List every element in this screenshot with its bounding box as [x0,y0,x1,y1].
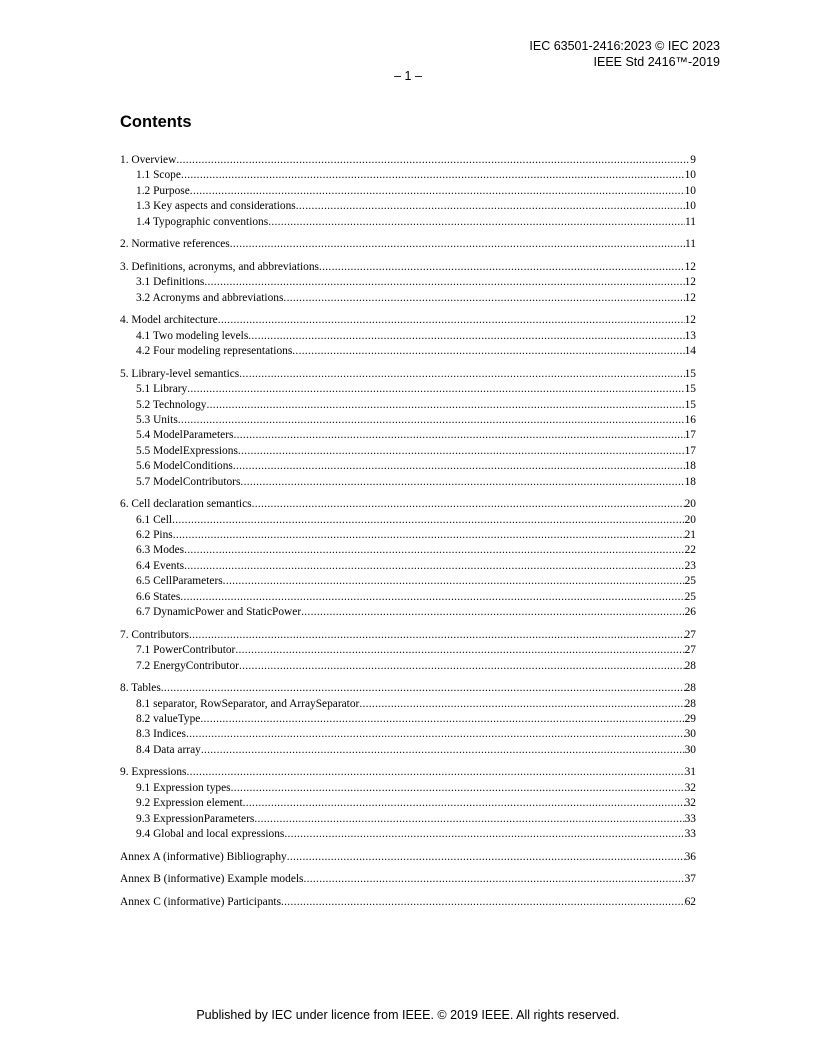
toc-entry-title: 8. Tables [120,682,161,695]
toc-subentry[interactable] [120,215,696,230]
dot-leader [319,260,685,275]
toc-subentry[interactable] [120,605,696,620]
toc-subentry[interactable] [120,344,696,359]
toc-section [120,872,696,887]
toc-entry-title: 3. Definitions, acronyms, and abbreviations [120,260,319,273]
toc-subentry[interactable] [120,475,696,490]
toc-entry-title: 9. Expressions [120,766,187,779]
dot-leader [252,497,685,512]
toc-entry-title: 6.2 Pins [136,529,173,542]
toc-entry-page-number: 62 [684,896,696,909]
toc-entry[interactable] [120,367,696,382]
dot-leader [200,712,684,727]
toc-subentry[interactable] [120,184,696,199]
toc-subentry[interactable] [120,827,696,842]
toc-subentry[interactable] [120,398,696,413]
toc-entry-title: 6.4 Events [136,559,185,572]
toc-entry-title: 5. Library-level semantics [120,367,240,380]
toc-section [120,260,696,306]
toc-subentry[interactable] [120,574,696,589]
dot-leader [238,444,685,459]
toc-entry-page-number: 33 [684,812,696,825]
toc-entry-title: 6.6 States [136,590,181,603]
toc-subentry[interactable] [120,796,696,811]
toc-subentry[interactable] [120,659,696,674]
dot-leader [296,199,685,214]
dot-leader [186,765,684,780]
toc-entry-title: 8.2 valueType [136,712,201,725]
toc-entry-page-number: 12 [684,291,696,304]
toc-entry-title: 8.4 Data array [136,743,201,756]
toc-entry-page-number: 23 [684,559,696,572]
dot-leader [287,850,685,865]
toc-entry-title: 6.3 Modes [136,544,185,557]
toc-entry-page-number: 31 [684,766,696,779]
toc-entry-page-number: 18 [684,475,696,488]
toc-entry-title: Annex A (informative) Bibliography [120,850,287,863]
toc-entry-title: 9.3 ExpressionParameters [136,812,255,825]
toc-entry-page-number: 22 [684,544,696,557]
toc-entry-page-number: 32 [684,797,696,810]
toc-entry-title: 7.2 EnergyContributor [136,659,239,672]
toc-entry-page-number: 9 [690,154,696,166]
toc-entry[interactable] [120,237,696,252]
toc-entry-title: 6.7 DynamicPower and StaticPower [136,606,302,619]
toc-section [120,497,696,620]
dot-leader [189,628,685,643]
page-number: – 1 – [394,69,422,83]
toc-entry-title: 3.2 Acronyms and abbreviations [136,291,284,304]
dot-leader [248,329,684,344]
toc-entry-page-number: 11 [685,215,696,228]
dot-leader [223,574,685,589]
toc-entry-title: 1.4 Typographic conventions [136,215,269,228]
toc-entry-page-number: 27 [684,644,696,657]
dot-leader [207,398,685,413]
toc-entry[interactable] [120,153,696,168]
dot-leader [268,215,685,230]
toc-subentry[interactable] [120,590,696,605]
toc-subentry[interactable] [120,428,696,443]
toc-entry-page-number: 10 [684,184,696,197]
toc-subentry[interactable] [120,812,696,827]
toc-entry-page-number: 21 [684,529,696,542]
toc-entry-title: 8.1 separator, RowSeparator, and ArraySeparator [136,697,360,710]
dot-leader [235,643,684,658]
toc-subentry[interactable] [120,559,696,574]
toc-entry-title: 5.2 Technology [136,398,207,411]
dot-leader [231,781,685,796]
toc-subentry[interactable] [120,413,696,428]
dot-leader [303,872,684,887]
toc-entry[interactable] [120,313,696,328]
dot-leader [187,382,684,397]
dot-leader [239,659,685,674]
toc-entry-title: Annex B (informative) Example models [120,873,304,886]
toc-subentry[interactable] [120,199,696,214]
toc-entry-page-number: 20 [684,513,696,526]
toc-entry-title: 7.1 PowerContributor [136,644,236,657]
toc-entry-title: 9.1 Expression types [136,781,231,794]
toc-entry[interactable] [120,895,696,910]
toc-entry-page-number: 20 [684,498,696,511]
toc-entry-title: 9.4 Global and local expressions [136,828,285,840]
dot-leader [292,344,684,359]
toc-entry-page-number: 12 [684,260,696,273]
toc-entry[interactable] [120,765,696,780]
toc-entry-page-number: 15 [684,383,696,396]
toc-section [120,237,696,252]
dot-leader [176,153,690,168]
toc-entry[interactable] [120,260,696,275]
toc-entry-page-number: 14 [684,345,696,358]
dot-leader [184,559,685,574]
toc-entry-title: 4.2 Four modeling representations [136,345,293,358]
toc-entry-title: 5.5 ModelExpressions [136,444,238,457]
toc-entry-title: 7. Contributors [120,628,189,641]
toc-subentry[interactable] [120,528,696,543]
toc-subentry[interactable] [120,712,696,727]
toc-entry-page-number: 12 [684,314,696,327]
toc-entry-title: 1.1 Scope [136,169,181,182]
toc-entry-page-number: 26 [684,606,696,619]
dot-leader [161,681,685,696]
toc-section [120,313,696,359]
table-of-contents [120,153,696,918]
toc-entry-page-number: 15 [684,367,696,380]
toc-entry-page-number: 17 [684,444,696,457]
dot-leader [178,413,685,428]
toc-subentry[interactable] [120,697,696,712]
dot-leader [233,459,685,474]
toc-subentry[interactable] [120,329,696,344]
toc-entry-title: 5.4 ModelParameters [136,429,234,442]
toc-entry-page-number: 37 [684,873,696,886]
dot-leader [243,796,685,811]
toc-subentry[interactable] [120,291,696,306]
toc-entry-title: 3.1 Definitions [136,276,205,289]
toc-entry[interactable] [120,497,696,512]
toc-entry-page-number: 17 [684,429,696,442]
toc-entry-title: 9.2 Expression element [136,797,243,810]
toc-subentry[interactable] [120,168,696,183]
toc-entry-page-number: 27 [684,628,696,641]
toc-section [120,628,696,674]
toc-entry-page-number: 33 [684,828,696,840]
dot-leader [184,543,685,558]
toc-subentry[interactable] [120,382,696,397]
toc-subentry[interactable] [120,781,696,796]
toc-entry-title: 1.2 Purpose [136,184,190,197]
dot-leader [180,590,684,605]
toc-entry[interactable] [120,872,696,887]
toc-entry-page-number: 28 [684,697,696,710]
toc-entry-page-number: 10 [684,169,696,182]
toc-entry[interactable] [120,628,696,643]
toc-entry-page-number: 13 [684,329,696,342]
toc-entry-page-number: 10 [684,200,696,213]
toc-subentry[interactable] [120,444,696,459]
toc-entry-title: 4.1 Two modeling levels [136,329,249,342]
toc-entry[interactable] [120,850,696,865]
toc-entry-page-number: 32 [684,781,696,794]
toc-entry-page-number: 30 [684,728,696,741]
toc-entry-page-number: 15 [684,398,696,411]
dot-leader [186,727,685,742]
dot-leader [204,275,684,290]
dot-leader [190,184,685,199]
toc-subentry[interactable] [120,459,696,474]
toc-entry-page-number: 12 [684,276,696,289]
dot-leader [240,475,684,490]
dot-leader [359,697,684,712]
toc-entry[interactable] [120,681,696,696]
dot-leader [284,827,684,842]
toc-entry-page-number: 16 [684,414,696,427]
toc-entry-title: 5.3 Units [136,414,178,427]
toc-section [120,850,696,865]
toc-entry-page-number: 11 [685,238,696,251]
toc-entry-page-number: 25 [684,575,696,588]
toc-subentry[interactable] [120,643,696,658]
toc-entry-title: 8.3 Indices [136,728,186,741]
dot-leader [301,605,684,620]
dot-leader [218,313,685,328]
dot-leader [172,513,685,528]
toc-entry-title: 6.1 Cell [136,513,173,526]
dot-leader [233,428,684,443]
toc-entry-page-number: 36 [684,850,696,863]
toc-entry-title: 5.6 ModelConditions [136,460,233,473]
toc-entry-title: 5.7 ModelContributors [136,475,241,488]
toc-entry-page-number: 18 [684,460,696,473]
dot-leader [254,812,684,827]
toc-entry-title: 1. Overview [120,154,177,166]
toc-section [120,367,696,490]
toc-section [120,153,696,230]
toc-subentry[interactable] [120,513,696,528]
toc-section [120,765,696,842]
toc-entry-page-number: 28 [684,682,696,695]
toc-entry-page-number: 25 [684,590,696,603]
toc-subentry[interactable] [120,275,696,290]
toc-entry-title: 1.3 Key aspects and considerations [136,200,296,213]
dot-leader [201,743,685,758]
toc-section [120,681,696,758]
dot-leader [181,168,685,183]
toc-entry-title: 5.1 Library [136,383,188,396]
dot-leader [173,528,685,543]
dot-leader [230,237,685,252]
page-footer: Published by IEC under licence from IEEE. © 2019 IEEE. All rights reserved. [196,1008,620,1022]
toc-entry-title: 6.5 CellParameters [136,575,223,588]
toc-subentry[interactable] [120,727,696,742]
toc-entry-title: 6. Cell declaration semantics [120,498,252,511]
toc-entry-title: 2. Normative references [120,238,230,251]
toc-entry-page-number: 28 [684,659,696,672]
toc-entry-title: 4. Model architecture [120,314,218,327]
dot-leader [281,895,685,910]
toc-subentry[interactable] [120,543,696,558]
toc-entry-page-number: 29 [684,712,696,725]
toc-section [120,895,696,910]
standard-identifier-ieee: IEEE Std 2416™-2019 [593,55,720,69]
standard-identifier-iec: IEC 63501-2416:2023 © IEC 2023 [529,39,720,53]
dot-leader [283,291,684,306]
page-title: Contents [120,113,192,131]
toc-entry-page-number: 30 [684,743,696,756]
dot-leader [239,367,684,382]
toc-subentry[interactable] [120,743,696,758]
toc-entry-title: Annex C (informative) Participants [120,896,282,909]
